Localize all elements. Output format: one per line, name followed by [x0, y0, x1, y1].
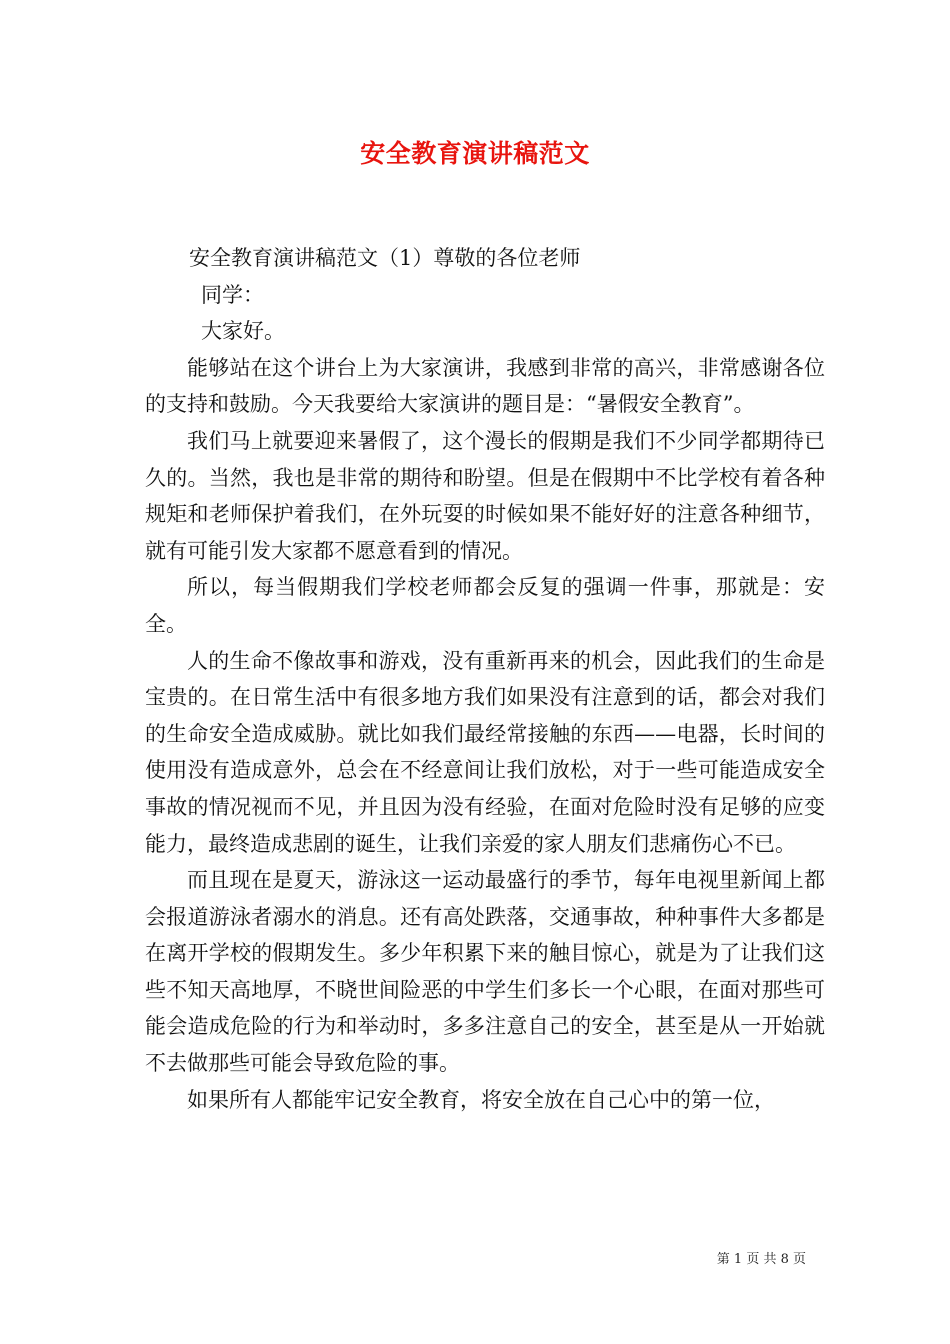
paragraph: 所以，每当假期我们学校老师都会反复的强调一件事，那就是：安全。 [145, 575, 825, 636]
paragraph: 人的生命不像故事和游戏，没有重新再来的机会，因此我们的生命是宝贵的。在日常生活中有很多地方我们如果没有注意到的话，都会对我们的生命安全造成威胁。就比如我们最经常接触的东西——电器，长时间的使用没有造成意外，总会在不经意间让我们放松，对于一些可能造成安全事故的情况视而不见，并且因为没有经验，在面对危险时没有足够的应变能力，最终造成悲剧的诞生，让我们亲爱的家人朋友们悲痛伤心不已。 [145, 648, 825, 856]
page-number-footer: 第 1 页 共 8 页 [716, 1252, 806, 1267]
paragraph-heading-line: 安全教育演讲稿范文（1）尊敬的各位老师 [189, 246, 581, 270]
document-title: 安全教育演讲稿范文 [360, 139, 590, 168]
document-body [145, 240, 825, 1118]
paragraph: 我们马上就要迎来暑假了，这个漫长的假期是我们不少同学都期待已久的。当然，我也是非常的期待和盼望。但是在假期中不比学校有着各种规矩和老师保护着我们，在外玩耍的时候如果不能好好的注意各种细节，就有可能引发大家都不愿意看到的情况。 [145, 428, 825, 563]
paragraph: 能够站在这个讲台上为大家演讲，我感到非常的高兴，非常感谢各位的支持和鼓励。今天我要给大家演讲的题目是：“暑假安全教育”。 [145, 355, 825, 417]
paragraph-greeting: 大家好。 [201, 319, 285, 344]
paragraph-salutation: 同学： [201, 282, 264, 307]
paragraph: 如果所有人都能牢记安全教育，将安全放在自己心中的第一位， [187, 1087, 775, 1112]
paragraph: 而且现在是夏天，游泳这一运动最盛行的季节，每年电视里新闻上都会报道游泳者溺水的消息。还有高处跌落，交通事故，种种事件大多都是在离开学校的假期发生。多少年积累下来的触目惊心，就是为了让我们这些不知天高地厚，不晓世间险恶的中学生们多长一个心眼，在面对那些可能会造成危险的行为和举动时，多多注意自己的安全，甚至是从一开始就不去做那些可能会导致危险的事。 [145, 868, 825, 1076]
